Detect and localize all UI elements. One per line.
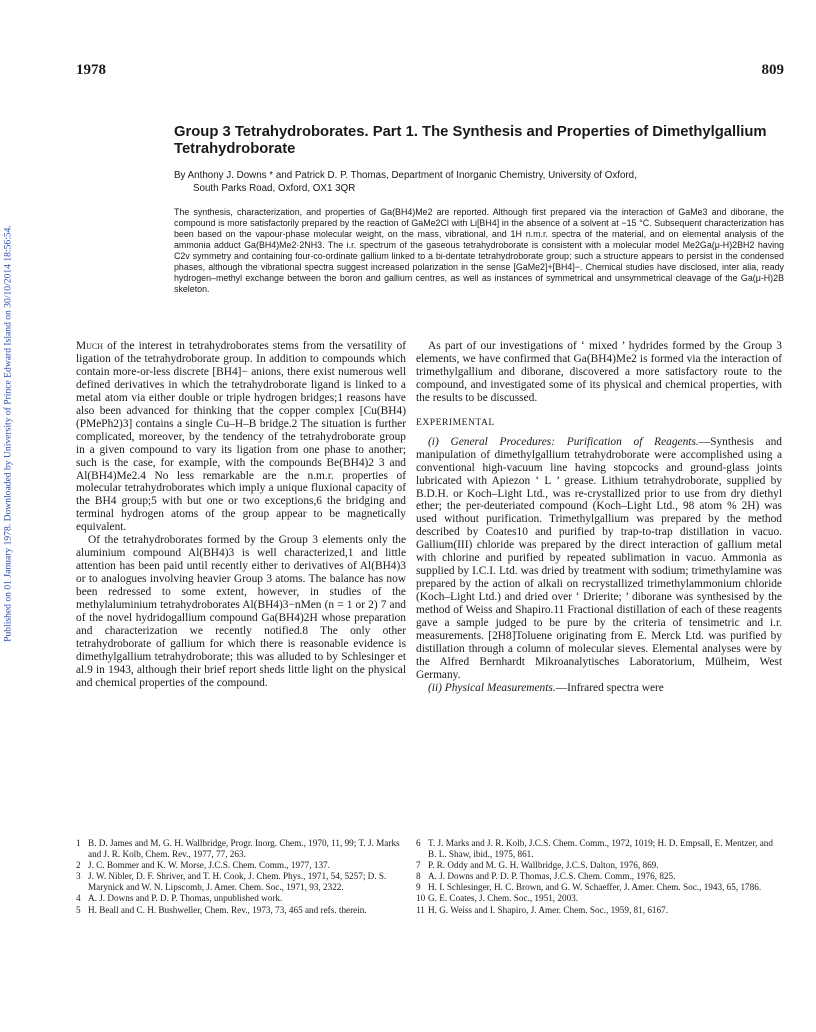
- subsection-heading: (i) General Procedures: Purification of Reagents.: [428, 435, 699, 448]
- intro-paragraph-1-text: of the interest in tetrahydroborates stems from the versatility of ligation of the tetrahydroborate group. In addition to compounds which contain more-or-less discrete [BH4]− anions, there exist numerous well defined derivatives in which the tetrahydroborate ligand is linked to a metal atom via either double or triple hydrogen bridges;1 reasons have also been advanced for thinking that the copper complex [Cu(BH4)(PMePh2)3] contains a single Cu–H–B bridge.2 The situation is further complicated, moreover, by the tendency of the tetrahydroborate group in a given compound to vary its ligation from one phase to another; such is the case, for example, with the compounds Be(BH4)2 3 and Al(BH4)Me2.4 No less remarkable are the n.m.r. properties of molecular tetrahydroborates which imply a unique fluxional capacity of the BH4 group;5 with but one or two exceptions,6 the bridging and terminal hydrogen atoms of the group appear to be magnetically equivalent.: [76, 340, 406, 534]
- footnote-number: 6: [416, 838, 421, 848]
- footnote-text: A. J. Downs and P. D. P. Thomas, J.C.S. Chem. Comm., 1976, 825.: [428, 871, 676, 882]
- footnote-text: H. I. Schlesinger, H. C. Brown, and G. W. Schaeffer, J. Amer. Chem. Soc., 1943, 65, 1786.: [428, 882, 762, 893]
- intro-paragraph-2: Of the tetrahydroborates formed by the Group 3 elements only the aluminium compound Al(BH4)3 is well characterized,1 and little attention has been paid until recently either to derivatives of Al(BH4)3 or to analogues involving heavier Group 3 atoms. The balance has now been redressed to some extent, however, in studies of the methylaluminium tetrahydroborates Al(BH4)3−nMen (n = 1 or 2) 7 and of the novel hydridogallium compound Ga(BH4)2H whose preparation and characterization we recently notified.8 The only other tetrahydroborate of gallium for which there is reasonable evidence is dimethylgallium tetrahydroborate; this was alluded to by Schlesinger et al.9 in 1943, although their brief report sheds little light on the physical and chemical properties of the compound.: [76, 534, 406, 689]
- experimental-paragraph-1: [416, 436, 782, 682]
- footnote-text: P. R. Oddy and M. G. H. Wallbridge, J.C.S. Dalton, 1976, 869.: [428, 860, 659, 871]
- footnote: [416, 838, 782, 860]
- journal-year: 1978: [76, 62, 106, 78]
- footnote: [416, 905, 782, 916]
- left-column: [76, 340, 406, 690]
- footnotes-right: [416, 838, 782, 916]
- footnote-text: H. G. Weiss and I. Shapiro, J. Amer. Chem. Soc., 1959, 81, 6167.: [428, 904, 668, 915]
- footnotes-left: [76, 838, 406, 916]
- intro-paragraph-3: As part of our investigations of ‘ mixed ’ hydrides formed by the Group 3 elements, we have confirmed that Ga(BH4)Me2 is formed via the interaction of trimethylgallium and diborane, discovered a more satisfactory route to the compound, and investigated some of its physical and chemical properties, with the results to be discussed.: [416, 340, 782, 404]
- footnote: [76, 871, 406, 893]
- footnote-number: 9: [416, 882, 421, 893]
- experimental-paragraph-2: [416, 682, 782, 695]
- author-address: South Parks Road, Oxford, OX1 3QR: [193, 182, 356, 194]
- footnote: [416, 860, 782, 871]
- author-line: By Anthony J. Downs * and Patrick D. P. Thomas, Department of Inorganic Chemistry, University of Oxford,: [174, 170, 637, 181]
- footnote-number: 11: [416, 904, 425, 915]
- article-title: Group 3 Tetrahydroborates. Part 1. The Synthesis and Properties of Dimethylgallium Tetrahydroborate: [174, 124, 767, 157]
- footnote: [416, 871, 782, 882]
- footnote-text: G. E. Coates, J. Chem. Soc., 1951, 2003.: [428, 893, 579, 904]
- footnote-text: J. C. Bommer and K. W. Morse, J.C.S. Chem. Comm., 1977, 137.: [88, 860, 330, 871]
- right-column: [416, 340, 782, 695]
- footnote-number: 10: [416, 893, 426, 904]
- footnote-number: 1: [76, 838, 81, 848]
- author-block: [174, 170, 784, 195]
- experimental-paragraph-2-text: —Infrared spectra were: [555, 681, 664, 694]
- abstract: The synthesis, characterization, and properties of Ga(BH4)Me2 are reported. Although first prepared via the interaction of GaMe3 and diborane, the compound is more satisfactorily prepared by the reaction of GaMe2Cl with Li[BH4] in the absence of a solvent at −15 °C. Subsequent characterization has been based on the vapour-phase molecular weight, on the mass, vibrational, and 1H n.m.r. spectra of the material, and on elemental analysis of the ammonia adduct Ga(BH4)Me2·2NH3. The i.r. spectrum of the gaseous tetrahydroborate is consistent with a molecular model Me2Ga(μ-H)2BH2 having C2v symmetry and containing four-co-ordinate gallium linked to a bi-dentate tetrahydroborate group; such a structure appears to persist in the condensed phases, although the vibrational spectra suggest increased polarization in the sense [GaMe2]+[BH4]−. Chemical studies have disclosed, inter alia, ready hydrogen–methyl exchange between the boron and gallium centres, as well as instances of symmetrical and unsymmetrical cleavage of the Ga(μ-H)2B skeleton.: [174, 207, 784, 295]
- download-watermark[interactable]: Published on 01 January 1978. Downloaded by University of Prince Edward Island on 30/10/2014 18:56:54.: [2, 225, 14, 642]
- experimental-paragraph-1-text: —Synthesis and manipulation of dimethylgallium tetrahydroborate were accomplished using a conventional high-vacuum line having stopcocks and ground-glass joints lubricated with Apiezon ‘ L ’ grease. Lithium tetrahydroborate, supplied by B.D.H. or Koch–Light Ltd., was re-crystallized prior to use from dry diethyl ether; the per-deuteriated compound (Koch–Light Ltd., 98 atom % 2H) was used without purification. Trimethylgallium was prepared by the method described by Coates10 and purified by trap-to-trap distillation in vacuo. Gallium(III) chloride was prepared by the direct interaction of gallium metal with chlorine and purified by repeated sublimation in vacuo. Ammonia as supplied by I.C.I. Ltd. was dried by treatment with sodium; trimethylamine was prepared by the action of alkali on recrystallized trimethylammonium chloride (Koch–Light Ltd.) and dried over ‘ Drierite; ’ diborane was synthesised by the method of Weiss and Shapiro.11 Fractional distillation of each of these reagents gave a sample judged to be pure by the criteria of tensimetric and i.r. measurements. [2H8]Toluene originating from E. Merck Ltd. was purified by distillation through a column of molecular sieves. Elemental analyses were by the Alfred Bernhardt Mikroanalytisches Laboratorium, Mülheim, West Germany.: [416, 435, 782, 681]
- footnote-number: 8: [416, 871, 421, 882]
- footnote: [76, 893, 406, 904]
- footnote: [76, 905, 406, 916]
- footnote: [76, 838, 406, 860]
- footnote-number: 3: [76, 871, 81, 882]
- footnote: [416, 882, 782, 893]
- footnote-text: J. W. Nibler, D. F. Shriver, and T. H. Cook, J. Chem. Phys., 1971, 54, 5257; D. S. Marynick and W. N. Lipscomb, J. Amer. Chem. Soc., 1971, 93, 2322.: [88, 871, 387, 893]
- intro-paragraph-1: [76, 340, 406, 534]
- section-heading-experimental: EXPERIMENTAL: [416, 416, 495, 428]
- footnote-number: 7: [416, 860, 421, 871]
- subsection-heading: (ii) Physical Measurements.: [428, 681, 556, 694]
- footnote-number: 4: [76, 893, 81, 904]
- footnote-text: A. J. Downs and P. D. P. Thomas, unpublished work.: [88, 893, 283, 904]
- footnote-number: 5: [76, 904, 81, 915]
- drop-word: Much: [76, 340, 104, 352]
- footnote: [416, 893, 782, 904]
- footnote-number: 2: [76, 860, 81, 871]
- footnote-text: B. D. James and M. G. H. Wallbridge, Progr. Inorg. Chem., 1970, 11, 99; T. J. Marks and J. R. Kolb, Chem. Rev., 1977, 77, 263.: [88, 838, 400, 860]
- footnote: [76, 860, 406, 871]
- page-number: 809: [761, 62, 784, 78]
- footnote-text: T. J. Marks and J. R. Kolb, J.C.S. Chem. Comm., 1972, 1019; H. D. Empsall, E. Mentzer, and B. L. Shaw, ibid., 1975, 861.: [428, 838, 773, 860]
- footnote-text: H. Beall and C. H. Bushweller, Chem. Rev., 1973, 73, 465 and refs. therein.: [88, 904, 367, 915]
